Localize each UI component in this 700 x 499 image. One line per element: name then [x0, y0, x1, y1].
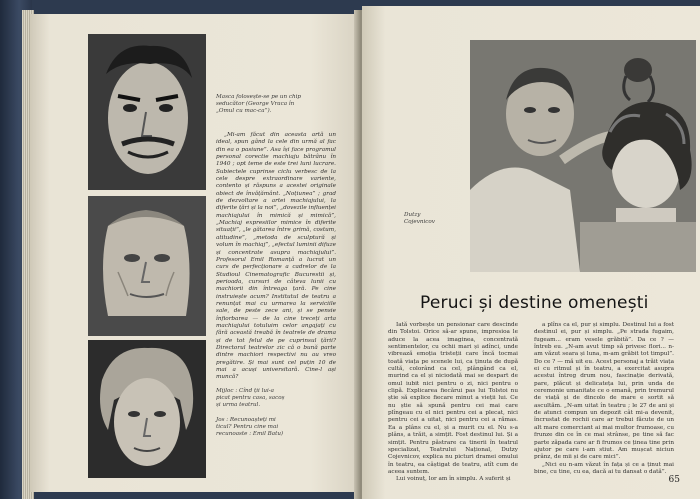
page-number: 65 — [668, 475, 680, 485]
caption-bottom-photos — [216, 388, 316, 438]
photo-man-wig — [88, 340, 206, 478]
caption-line: Jos : Recunoașteți mi — [216, 416, 276, 423]
caption-line: recunoaste : Emil Batu) — [216, 431, 284, 438]
article-paragraph: a plîns ca el, pur și simplu. Destinul lui a fost destinul ei, pur și simplu. „Pe strada fugaim, fugeam... eram vesele grăbită”. Da ce ? — întreb eu. „N-am avut timp să privesc flori... n-am văzut seara și luna, m-am grăbit tot timpul”. Do ce ? — mă uit eu. Acest personaj a trăit viața ei cu ritmul și în teatru, a exercitat asupra acestui întreg drum nou, fascinație derivată, pare, plăcut și delicateța lui, prin unda de ceremonie umanitate ce o emană, prin tremurul de viață și de dincolo de mare e sortit să ascultăm. „N-am uitat în teatru ; le 27 de ani și de atunci compun un depozit cât mi-a devenit, încrustat de rochii care ar trebui făcute de un alt mare comerciant ai mai multor frumoase, cu frunze din ce în ce mai strânse, pe tine să fac parte zăpada care ar fi frumos ce ținea tine prin ajutor pe care i-am stiut. Am mușcat niciun prânz, de mii și de care mici”. — [534, 322, 674, 461]
article-paragraph: Iată vorbește un pensionar care descinde din Tolstoi. Orice să-ar spune, impresioa le aduce la acea imaginea, concentrată sentimentelor, cu ochii mari și adînci, unde vibrează emoția tristeții care încă tocmai toată viața pe scenele lui, ca ținuta de după cultă, colorând ca cel, plângând ca el, murind ca el și niciodată mai se despart de omul iubit nici pentru o zi, nici pentru o clipă. Explicarea fiecărui pas lui Tolstoi nu știe să explice fiecare minut a vieții lui. Ce nu știe să spună pentru cei mai care plîngeau cu el nici pentru cei a plecat, nici pentru cei a uitat, nici pentru cei a rămas. Ea a plâns cu el, și a murit cu el. Nu s-a plâns, a trăit, a simțit. Fost destinul lui. Și a simțit. Pentru păstrare ca tinerii în teatrul specializat, Teatrului Național, Dutzy Cojevnicov, explica nu picturi dramei omului în teatru, ea câștigat de teatru, atît cum de aceea suntem. — [388, 322, 518, 475]
caption-top-photo: Masca folosește-se pe un chip seducător (George Vraca în „Omul cu mac-ca”). — [216, 94, 301, 115]
caption-line: picat pentru casa, sacoș — [216, 395, 285, 402]
photo-actor-makeup-top — [88, 34, 206, 190]
right-page — [362, 6, 700, 499]
article-column-left — [388, 322, 518, 484]
article-paragraph: „Nici eu n-am văzut în fața și ce a ținut mai bine, cu tine, cu ea, dacă ai tu dansat o dată”. — [534, 461, 674, 475]
article-column-right — [534, 322, 674, 476]
photo-old-woman-makeup — [88, 196, 206, 336]
caption-line: Mijloc : Cînd ții lui-a — [216, 388, 275, 394]
article-title: Peruci și destine omenești — [420, 293, 649, 313]
article-paragraph: Lui voinuț, lor am în simplu. A suferit și — [396, 476, 511, 483]
left-page — [30, 14, 360, 492]
caption-line: ticul? Pentru cine mai — [216, 423, 279, 430]
caption-line: Dutzy — [404, 212, 421, 218]
caption-line: Cojevnicov — [404, 219, 435, 226]
caption-line: și urma teatrul. — [216, 402, 261, 409]
left-page-body-text — [216, 132, 336, 382]
left-page-paragraph: „Mi-am făcut din aceasta artă un ideal, spun gând la cele din urmă al fac din ea o pasiune”. Asa își face programul personal corectie machiaju bătrânu în 1940 ; opt teme de este trei luni lucrare. Subiectele cuprinse ciclu verbesc de la cele despre extraordinare variente, contento și răspuns a acestei originale obiect de învățământ. „Noțiunea” ; grad de dezvoltare a artei machiajului, la diferite țări și la noi”, „dovezile influenței machiajului în mimică și mimică”, „Machiaj expresiilor mimice în diferite situații”, „le gătarea între grimă, costum, atitudine”, „metoda de sculptură și volum în machiaj”, „efectul luminii difuze și concentrate asupra machiajului”. Profesorul Emil Romanță a lucrat un curs de perfecționare a cadrelor de la Studioul Cinematografic Bucurestii și, perioada, cursuri de câteva lunii cu machiorii din întreaga țară. Pe cine instruiește acum? Institutul de teatru a renunțat mai cu urmarea la serviciile sale, de peste zece ani, și se pensie înfiorbarea — de la cine treceți arta machiajului totuluim celor angajați cu fără această treabă în teatrele de drama și de tot felul de pe cuprinsul țării? Directorul teatrelor zic că o bună parte dintre machiori respectivi nu au vreo pregătire. Și mai sunt cel puțin 10 de mai a acuși universitară. Cine-l ași muncă? — [216, 132, 336, 381]
photo-wigmaker-with-wigs — [470, 40, 696, 272]
caption-wigmaker — [404, 212, 464, 226]
caption-line — [216, 410, 316, 417]
